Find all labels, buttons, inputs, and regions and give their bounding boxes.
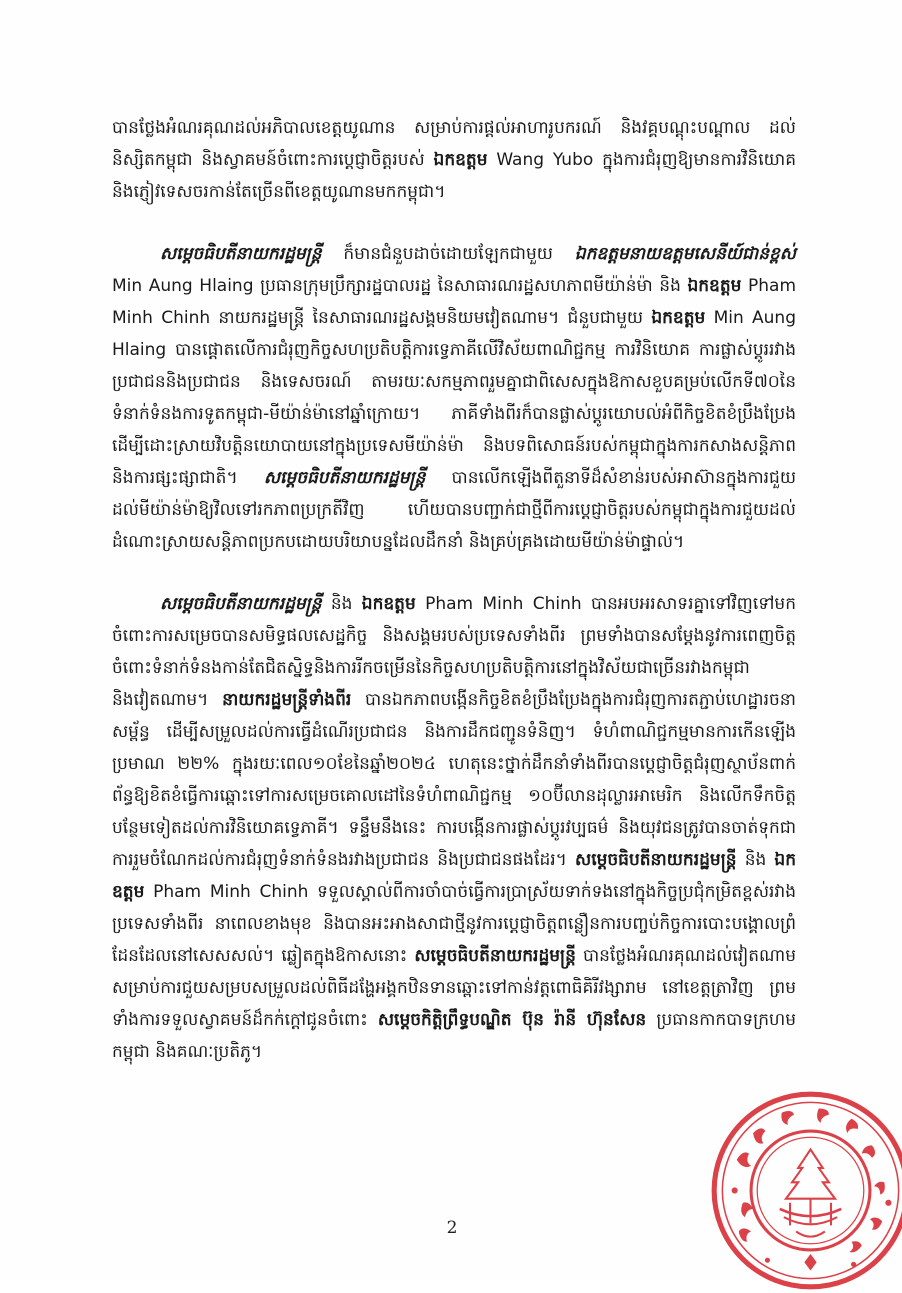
emphasized-text: ឯកឧត្តម — [651, 308, 706, 328]
text-run: និង — [736, 850, 775, 870]
text-run: និង — [321, 594, 362, 614]
text-run: Wang Yubo ក្នុងការជំរុញឱ្យមានការវិនិយោគ និងភ្ញៀវទេសចរកាន់តែច្រើនពីខេត្តយូណានមកកម្ពុជា។ — [112, 150, 796, 202]
emphasized-text: សម្តេចធិបតីនាយករដ្ឋមន្ត្រី — [414, 946, 576, 966]
text-run: បានឯកភាពបង្កើនកិច្ចខិតខំប្រឹងប្រែងក្នុងការជំរុញការតភ្ជាប់ហេដ្ឋារចនាសម្ព័ន្ធ ដើម្បីសម្រួលដល់ការធ្វើដំណើរប្រជាជន និងការដឹកជញ្ជូនទំនិញ។ ទំហំពាណិជ្ជកម្មមានការកើនឡើងប្រមាណ ២២% ក្នុងរយៈពេល១០ខែនៃឆ្នាំ២០២៤ ហេតុនេះថ្នាក់ដឹកនាំទាំងពីរបានប្តេជ្ញាចិត្តជំរុញស្ថាប័នពាក់ព័ន្ធឱ្យខិតខំធ្វើការឆ្ពោះទៅការសម្រេចគោលដៅនៃទំហំពាណិជ្ជកម្ម ១០ប៊ីលានដុល្លារអាមេរិក និងលើកទឹកចិត្តបន្ថែមទៀតដល់ការវិនិយោគទ្វេភាគី។ ទន្ទឹមនឹងនេះ ការបង្កើនការផ្លាស់ប្តូរវប្បធម៌ និងយុវជនត្រូវបានចាត់ទុកជាការរួមចំណែកដល់ការជំរុញទំនាក់ទំនងរវាងប្រជាជន និងប្រជាជនផងដែរ។ — [112, 690, 796, 870]
emphasized-text: សម្តេចធិបតីនាយករដ្ឋមន្ត្រី — [160, 244, 322, 264]
paragraph-1 — [112, 112, 796, 208]
official-seal-icon — [708, 1088, 902, 1293]
text-run: ប្រធានកាកបាទក្រហមកម្ពុជា និងគណៈប្រតិភូ។ — [112, 1010, 797, 1062]
emphasized-text: សម្តេចធិបតីនាយករដ្ឋមន្ត្រី — [575, 850, 737, 870]
text-run: Min Aung Hlaing ប្រធានក្រុមប្រឹក្សារដ្ឋបាលរដ្ឋ នៃសាធារណរដ្ឋសហភាពមីយ៉ាន់ម៉ា និង — [112, 276, 688, 296]
text-run: ក៏មានជំនួបដាច់ដោយឡែកជាមួយ — [321, 244, 575, 264]
emphasized-text: ឯកឧត្តម — [433, 150, 488, 170]
emphasized-text: សម្តេចធិបតីនាយករដ្ឋមន្ត្រី — [263, 468, 426, 488]
page-number: 2 — [446, 1218, 458, 1238]
emphasized-text: ឯកឧត្តមនាយឧត្តមសេនីយ៍ជាន់ខ្ពស់ — [574, 244, 796, 264]
text-run: បានលើកឡើងពីតួនាទីដ៏សំខាន់របស់អាស៊ានក្នុងការជួយដល់មីយ៉ាន់ម៉ាឱ្យវិលទៅរកភាពប្រក្រតីវិញ ហើយបានបញ្ជាក់ជាថ្មីពីការប្តេជ្ញាចិត្តរបស់កម្ពុជាក្នុងការជួយដល់ដំណោះស្រាយសន្តិភាពប្រកបដោយបរិយាបន្នដែលដឹកនាំ និងគ្រប់គ្រងដោយមីយ៉ាន់ម៉ាផ្ទាល់។ — [112, 468, 797, 552]
emphasized-text: សម្តេចធិបតីនាយករដ្ឋមន្ត្រី — [160, 594, 322, 614]
document-body — [112, 112, 796, 1068]
text-run: បានថ្លែងអំណរគុណដល់អភិបាលខេត្តយូណាន សម្រាប់ការផ្តល់អាហារូបករណ៍ និងវគ្គបណ្តុះបណ្តាល ដល់និស្សិតកម្ពុជា និងស្វាគមន៍ចំពោះការប្តេជ្ញាចិត្តរបស់ — [112, 118, 796, 170]
paragraph-3 — [112, 588, 796, 1068]
paragraph-2 — [112, 238, 796, 558]
text-run: Pham Minh Chinh ទទួលស្គាល់ពីការចាំបាច់ធ្វើការប្រាស្រ័យទាក់ទងនៅក្នុងកិច្ចប្រជុំកម្រិតខ្ពស់រវាងប្រទេសទាំងពីរ នាពេលខាងមុខ និងបានអះអាងសាជាថ្មីនូវការប្តេជ្ញាចិត្តពន្លឿនការបញ្ចប់កិច្ចការបោះបង្គោលព្រំដែនដែលនៅសេសសល់។ ឆ្លៀតក្នុងឱកាសនោះ — [112, 882, 796, 966]
emphasized-text: ឯកឧត្តម — [361, 594, 416, 614]
emphasized-text: នាយករដ្ឋមន្ត្រីទាំងពីរ — [222, 690, 352, 710]
text-run: Pham Minh Chinh បានអបអរសាទរគ្នាទៅវិញទៅមកចំពោះការសម្រេចបានសមិទ្ធផលសេដ្ឋកិច្ច និងសង្គមរបស់ប្រទេសទាំងពីរ ព្រមទាំងបានសម្តែងនូវការពេញចិត្តចំពោះទំនាក់ទំនងកាន់តែជិតស្និទ្ធនិងការរីកចម្រើននៃកិច្ចសហប្រតិបត្តិការនៅក្នុងវិស័យជាច្រើនរវាងកម្ពុជា និងវៀតណាម។ — [112, 594, 796, 710]
emphasized-text: ឯកឧត្តម — [112, 850, 796, 902]
text-run: Min Aung Hlaing បានផ្តោតលើការជំរុញកិច្ចសហប្រតិបត្តិការទ្វេភាគីលើវិស័យពាណិជ្ជកម្ម ការវិនិយោគ ការផ្លាស់ប្តូររវាងប្រជាជននិងប្រជាជន និងទេសចរណ៍ តាមរយៈសកម្មភាពរួមគ្នាជាពិសេសក្នុងឱកាសខួបគម្រប់លើកទី៧០នៃទំនាក់ទំនងការទូតកម្ពុជា-មីយ៉ាន់ម៉ានៅឆ្នាំក្រោយ។ ភាគីទាំងពីរក៏បានផ្លាស់ប្តូរយោបល់អំពីកិច្ចខិតខំប្រឹងប្រែងដើម្បីដោះស្រាយវិបត្តិនយោបាយនៅក្នុងប្រទេសមីយ៉ាន់ម៉ា និងបទពិសោធន៍របស់កម្ពុជាក្នុងការកសាងសន្តិភាព និងការផ្សះផ្សាជាតិ។ — [112, 308, 796, 488]
emphasized-text: សម្តេចកិត្តិព្រឹទ្ធបណ្ឌិត ប៊ុន រ៉ានី ហ៊ុនសែន — [377, 1010, 647, 1030]
emphasized-text: ឯកឧត្តម — [687, 276, 742, 296]
text-run: បានថ្លែងអំណរគុណដល់វៀតណាមសម្រាប់ការជួយសម្របសម្រួលដល់ពិធីដង្ហែអង្គកឋិនទានឆ្ពោះទៅកាន់វត្តពោធិគិរីវង្សារាម នៅខេត្តត្រាវិញ ព្រមទាំងការទទួលស្វាគមន៍ដ៏កក់ក្តៅជូនចំពោះ — [112, 946, 796, 1030]
text-run: Pham Minh Chinh នាយករដ្ឋមន្ត្រី នៃសាធារណរដ្ឋសង្គមនិយមវៀតណាម។ ជំនួបជាមួយ — [112, 276, 796, 328]
